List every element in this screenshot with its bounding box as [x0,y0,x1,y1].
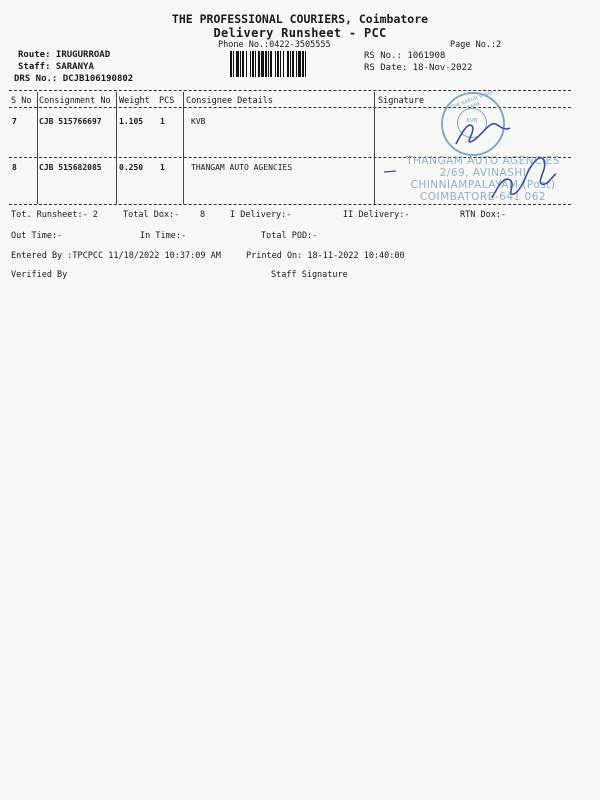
header-consignee: Consignee Details [186,96,273,106]
page-number: Page No.:2 [450,40,502,50]
row-pcs: 1 [160,117,165,126]
row-consignee: KVB [191,117,206,126]
printed-on: Printed On: 18-11-2022 10:40:00 [246,251,405,261]
out-time: Out Time:- [11,231,63,241]
total-dox-label: Total Dox:- [123,210,180,220]
barcode [230,51,354,77]
stamp-line: 2/69, AVINASHI [439,167,527,179]
row-weight: 0.250 [119,163,144,172]
entered-by: Entered By :TPCPCC 11/18/2022 10:37:09 AM [11,251,221,261]
rs-number: RS No.: 1061908 [364,51,446,61]
row-consignment: CJB 515766697 [39,117,102,126]
drs-number: DRS No.: DCJB106190802 [14,74,134,84]
rs-date: RS Date: 18-Nov-2022 [364,63,473,73]
ii-delivery: II Delivery:- [343,210,410,220]
stamp-line: CHINNIAMPALAYAM (Post) [410,179,556,191]
column-divider [183,92,184,204]
company-name: THE PROFESSIONAL COURIERS, Coimbatore [171,12,429,26]
total-dox-value: 8 [200,210,206,220]
header-consignment: Consignment No [39,96,111,106]
row-weight: 1.105 [119,117,144,126]
in-time: In Time:- [140,231,187,241]
row-consignment: CJB 515682085 [39,163,102,172]
stamp-line: THANGAM AUTO AGENCIES [406,155,560,167]
row-consignee: THANGAM AUTO AGENCIES [191,163,293,172]
bank-seal-text: THE KARUR VYSIA BANK [449,89,495,112]
bank-seal-inner-text: KVB [466,118,478,124]
header-sno: S No [11,96,32,106]
verified-by: Verified By [11,270,68,280]
header-weight: Weight [119,96,150,106]
signature-two [380,146,570,208]
row-sno: 7 [12,117,17,126]
column-divider [37,92,38,204]
row-pcs: 1 [160,163,165,172]
total-pod: Total POD:- [261,231,318,241]
header-pcs: PCS [159,96,175,106]
document-title: Delivery Runsheet - PCC [213,26,387,40]
phone-number: Phone No.:0422-3505555 [218,40,331,50]
total-runsheet: Tot. Runsheet:- 2 [11,210,98,220]
stamp-line: COIMBATORE-641 062 [419,191,547,203]
barcode-bar [306,51,308,77]
rtn-dox: RTN Dox:- [460,210,507,220]
column-divider [374,92,375,204]
route-label: Route: IRUGURROAD [18,50,111,60]
header-signature: Signature [378,96,425,106]
staff-label: Staff: SARANYA [18,62,94,72]
row-sno: 8 [12,163,17,172]
column-divider [116,92,117,204]
i-delivery: I Delivery:- [230,210,292,220]
staff-signature: Staff Signature [271,270,348,280]
